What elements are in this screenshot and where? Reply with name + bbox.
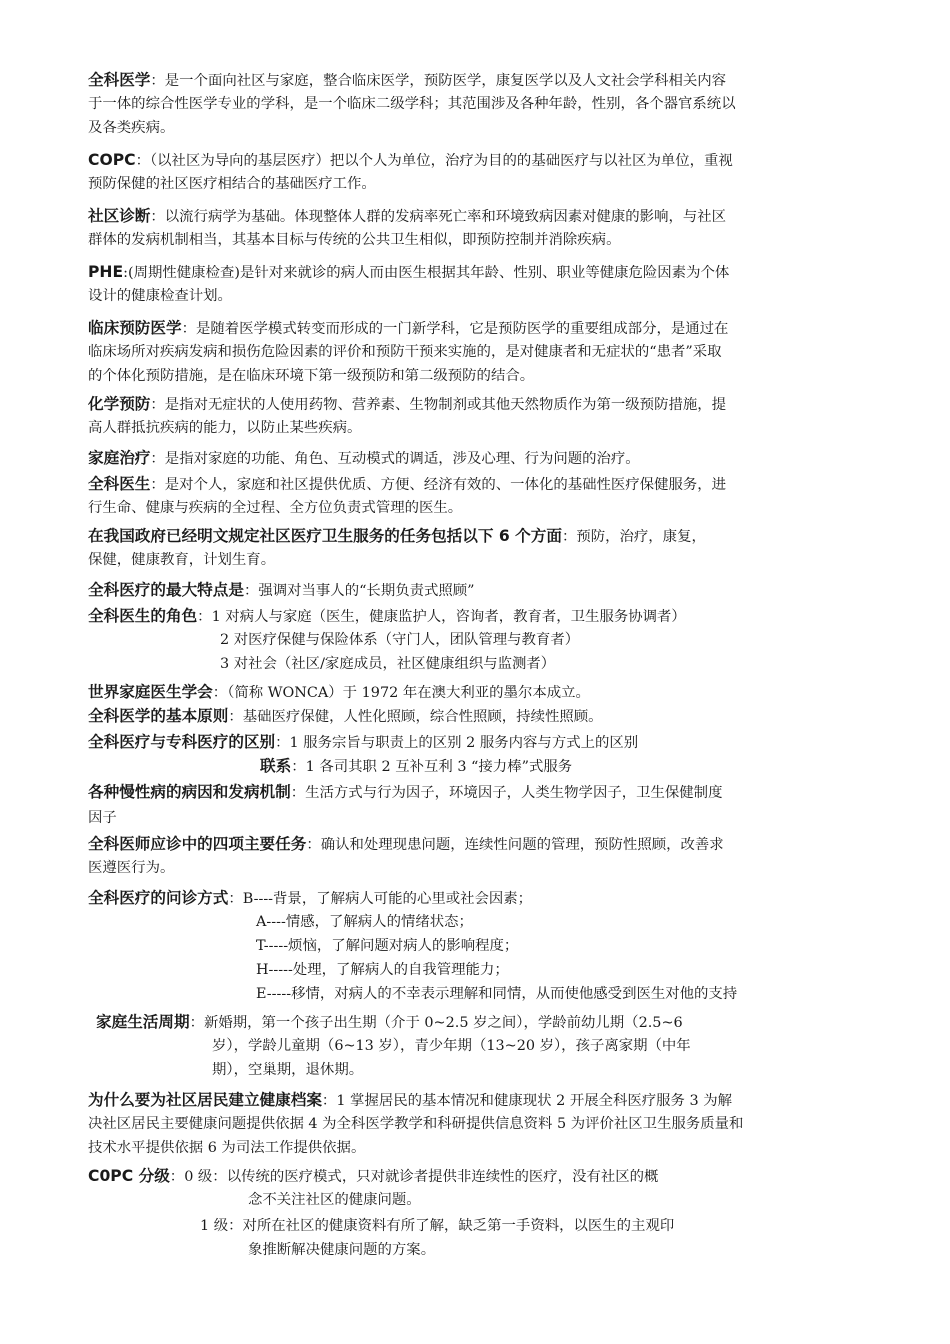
text-line <box>260 754 572 778</box>
text-line <box>248 1188 421 1212</box>
definition-text: ：1 对病人与家庭（医生，健康监护人，咨询者，教育者，卫生服务协调者） <box>197 609 686 625</box>
definition-text: 保健，健康教育，计划生育。 <box>88 552 276 568</box>
text-line <box>88 524 706 548</box>
definition-text: ：1 各司其职 2 互补互利 3 “接力棒”式服务 <box>291 759 573 775</box>
text-line <box>88 340 722 364</box>
definition-text: ：新婚期，第一个孩子出生期（介于 0~2.5 岁之间），学龄前幼儿期（2.5~6 <box>189 1015 683 1031</box>
text-line <box>88 886 532 910</box>
text-line <box>88 316 728 340</box>
text-line <box>88 416 361 440</box>
definition-text: 2 对医疗保健与保险体系（守门人，团队管理与教育者） <box>220 632 580 648</box>
term-heading: 全科医疗的最大特点是 <box>88 581 244 599</box>
definition-text: 设计的健康检查计划。 <box>88 288 232 304</box>
definition-text: 临床场所对疾病发病和损伤危险因素的评价和预防干预来实施的，是对健康者和无症状的“患者”采取 <box>88 344 722 360</box>
definition-text: ：（简称 WONCA）于 1972 年在澳大利亚的墨尔本成立。 <box>212 685 590 701</box>
text-line <box>88 496 462 520</box>
definition-text: T-----烦恼，了解问题对病人的影响程度； <box>256 938 519 954</box>
text-line <box>88 1136 365 1160</box>
definition-text: 预防保健的社区医疗相结合的基础医疗工作。 <box>88 176 376 192</box>
text-line <box>88 472 726 496</box>
text-line <box>88 1088 732 1112</box>
text-line <box>88 704 603 728</box>
definition-text: ：是一个面向社区与家庭，整合临床医学，预防医学，康复医学以及人文社会学科相关内容 <box>150 73 727 89</box>
term-heading: 社区诊断 <box>88 207 151 225</box>
text-line <box>88 604 686 628</box>
text-line <box>200 1214 674 1238</box>
term-heading: 全科医疗的问诊方式 <box>88 889 229 907</box>
text-line <box>88 68 726 92</box>
text-line <box>88 228 620 252</box>
text-line <box>88 548 275 572</box>
text-line <box>220 652 555 676</box>
term-heading: 家庭生活周期 <box>96 1013 190 1031</box>
definition-text: 于一体的综合性医学专业的学科，是一个临床二级学科；其范围涉及各种年龄，性别，各个器官系统以 <box>88 96 736 112</box>
text-line <box>88 806 117 830</box>
definition-text: 高人群抵抗疾病的能力，以防止某些疾病。 <box>88 420 362 436</box>
term-heading: 在我国政府已经明文规定社区医疗卫生服务的任务包括以下 6 个方面 <box>88 527 562 545</box>
term-heading: 家庭治疗 <box>88 449 151 467</box>
definition-text: 技术水平提供依据 6 为司法工作提供依据。 <box>88 1140 366 1156</box>
text-line <box>88 204 726 228</box>
definition-text: ：1 掌握居民的基本情况和健康现状 2 开展全科医疗服务 3 为解 <box>321 1093 733 1109</box>
definition-text: 行生命、健康与疾病的全过程、全方位负责式管理的医生。 <box>88 500 463 516</box>
text-line <box>88 392 726 416</box>
definition-text: ：B----背景，了解病人可能的心里或社会因素； <box>228 891 533 907</box>
definition-text: 象推断解决健康问题的方案。 <box>248 1242 436 1258</box>
definition-text: H-----处理，了解病人的自我管理能力； <box>256 962 509 978</box>
text-line <box>88 116 174 140</box>
text-line <box>88 680 590 704</box>
definition-text: 决社区居民主要健康问题提供依据 4 为全科医学教学和科研提供信息资料 5 为评价社区卫生服务质量和 <box>88 1116 744 1132</box>
term-heading: 全科医疗与专科医疗的区别 <box>88 733 276 751</box>
text-line <box>88 832 724 856</box>
term-heading: 为什么要为社区居民建立健康档案 <box>88 1091 322 1109</box>
definition-text: ：生活方式与行为因子，环境因子，人类生物学因子，卫生保健制度 <box>290 785 723 801</box>
term-heading: 全科医师应诊中的四项主要任务 <box>88 835 307 853</box>
term-heading: 化学预防 <box>88 395 151 413</box>
definition-text: ：0 级：以传统的医疗模式，只对就诊者提供非连续性的医疗，没有社区的概 <box>169 1169 659 1185</box>
definition-text: 念不关注社区的健康问题。 <box>248 1192 421 1208</box>
definition-text: 3 对社会（社区/家庭成员，社区健康组织与监测者） <box>220 656 556 672</box>
text-line <box>96 1010 683 1034</box>
term-heading: 联系 <box>260 757 292 775</box>
definition-text: ：确认和处理现患问题，连续性问题的管理，预防性照顾，改善求 <box>306 837 724 853</box>
text-line <box>256 934 518 958</box>
text-line <box>88 260 729 284</box>
text-line <box>212 1034 691 1058</box>
text-line <box>88 730 638 754</box>
term-heading: 全科医学 <box>88 71 151 89</box>
definition-text: ：是随着医学模式转变而形成的一门新学科，它是预防医学的重要组成部分，是通过在 <box>181 321 729 337</box>
term-heading: C0PC 分级 <box>88 1167 170 1185</box>
definition-text: ：（以社区为导向的基层医疗）把以个人为单位，治疗为目的的基础医疗与以社区为单位，重视 <box>135 153 733 169</box>
term-heading: COPC <box>88 151 136 169</box>
text-line <box>220 628 579 652</box>
definition-text: 1 级：对所在社区的健康资料有所了解，缺乏第一手资料，以医生的主观印 <box>200 1218 675 1234</box>
text-line <box>88 578 475 602</box>
text-line <box>88 780 722 804</box>
text-line <box>88 148 733 172</box>
definition-text: 的个体化预防措施，是在临床环境下第一级预防和第二级预防的结合。 <box>88 368 535 384</box>
definition-text: ：强调对当事人的“长期负责式照顾” <box>243 583 475 599</box>
text-line <box>88 284 232 308</box>
text-line <box>256 982 737 1006</box>
text-line <box>248 1238 435 1262</box>
definition-text: :(周期性健康检查)是针对来就诊的病人而由医生根据其年龄、性别、职业等健康危险因素为个体 <box>123 265 730 281</box>
definition-text: ：基础医疗保健，人性化照顾，综合性照顾，持续性照顾。 <box>228 709 603 725</box>
text-line <box>256 958 509 982</box>
definition-text: ：是指对无症状的人使用药物、营养素、生物制剂或其他天然物质作为第一级预防措施，提 <box>150 397 727 413</box>
term-heading: 各种慢性病的病因和发病机制 <box>88 783 291 801</box>
text-line <box>88 172 376 196</box>
definition-text: 期），空巢期，退休期。 <box>212 1062 364 1078</box>
definition-text: ：预防，治疗，康复， <box>561 529 706 545</box>
text-line <box>88 364 534 388</box>
term-heading: 临床预防医学 <box>88 319 182 337</box>
definition-text: ：是指对家庭的功能、角色、互动模式的调适，涉及心理、行为问题的治疗。 <box>150 451 640 467</box>
text-line <box>88 1164 658 1188</box>
definition-text: 医遵医行为。 <box>88 860 175 876</box>
text-line <box>88 446 640 470</box>
term-heading: PHE <box>88 263 124 281</box>
text-line <box>212 1058 363 1082</box>
text-line <box>88 92 736 116</box>
text-line <box>256 910 473 934</box>
definition-text: ：是对个人，家庭和社区提供优质、方便、经济有效的、一体化的基础性医疗保健服务，进 <box>150 477 727 493</box>
definition-text: 岁），学龄儿童期（6~13 岁），青少年期（13~20 岁），孩子离家期（中年 <box>212 1038 691 1054</box>
term-heading: 全科医学的基本原则 <box>88 707 229 725</box>
text-line <box>88 856 174 880</box>
term-heading: 全科医生的角色 <box>88 607 198 625</box>
definition-text: 因子 <box>88 810 117 826</box>
definition-text: ：以流行病学为基础。体现整体人群的发病率死亡率和环境致病因素对健康的影响，与社区 <box>150 209 727 225</box>
definition-text: ：1 服务宗旨与职责上的区别 2 服务内容与方式上的区别 <box>275 735 639 751</box>
term-heading: 全科医生 <box>88 475 151 493</box>
definition-text: 群体的发病机制相当，其基本目标与传统的公共卫生相似，即预防控制并消除疾病。 <box>88 232 621 248</box>
definition-text: A----情感，了解病人的情绪状态； <box>256 914 473 930</box>
definition-text: 及各类疾病。 <box>88 120 175 136</box>
term-heading: 世界家庭医生学会 <box>88 683 213 701</box>
text-line <box>88 1112 743 1136</box>
definition-text: E-----移情，对病人的不幸表示理解和同情，从而使他感受到医生对他的支持 <box>256 986 738 1002</box>
